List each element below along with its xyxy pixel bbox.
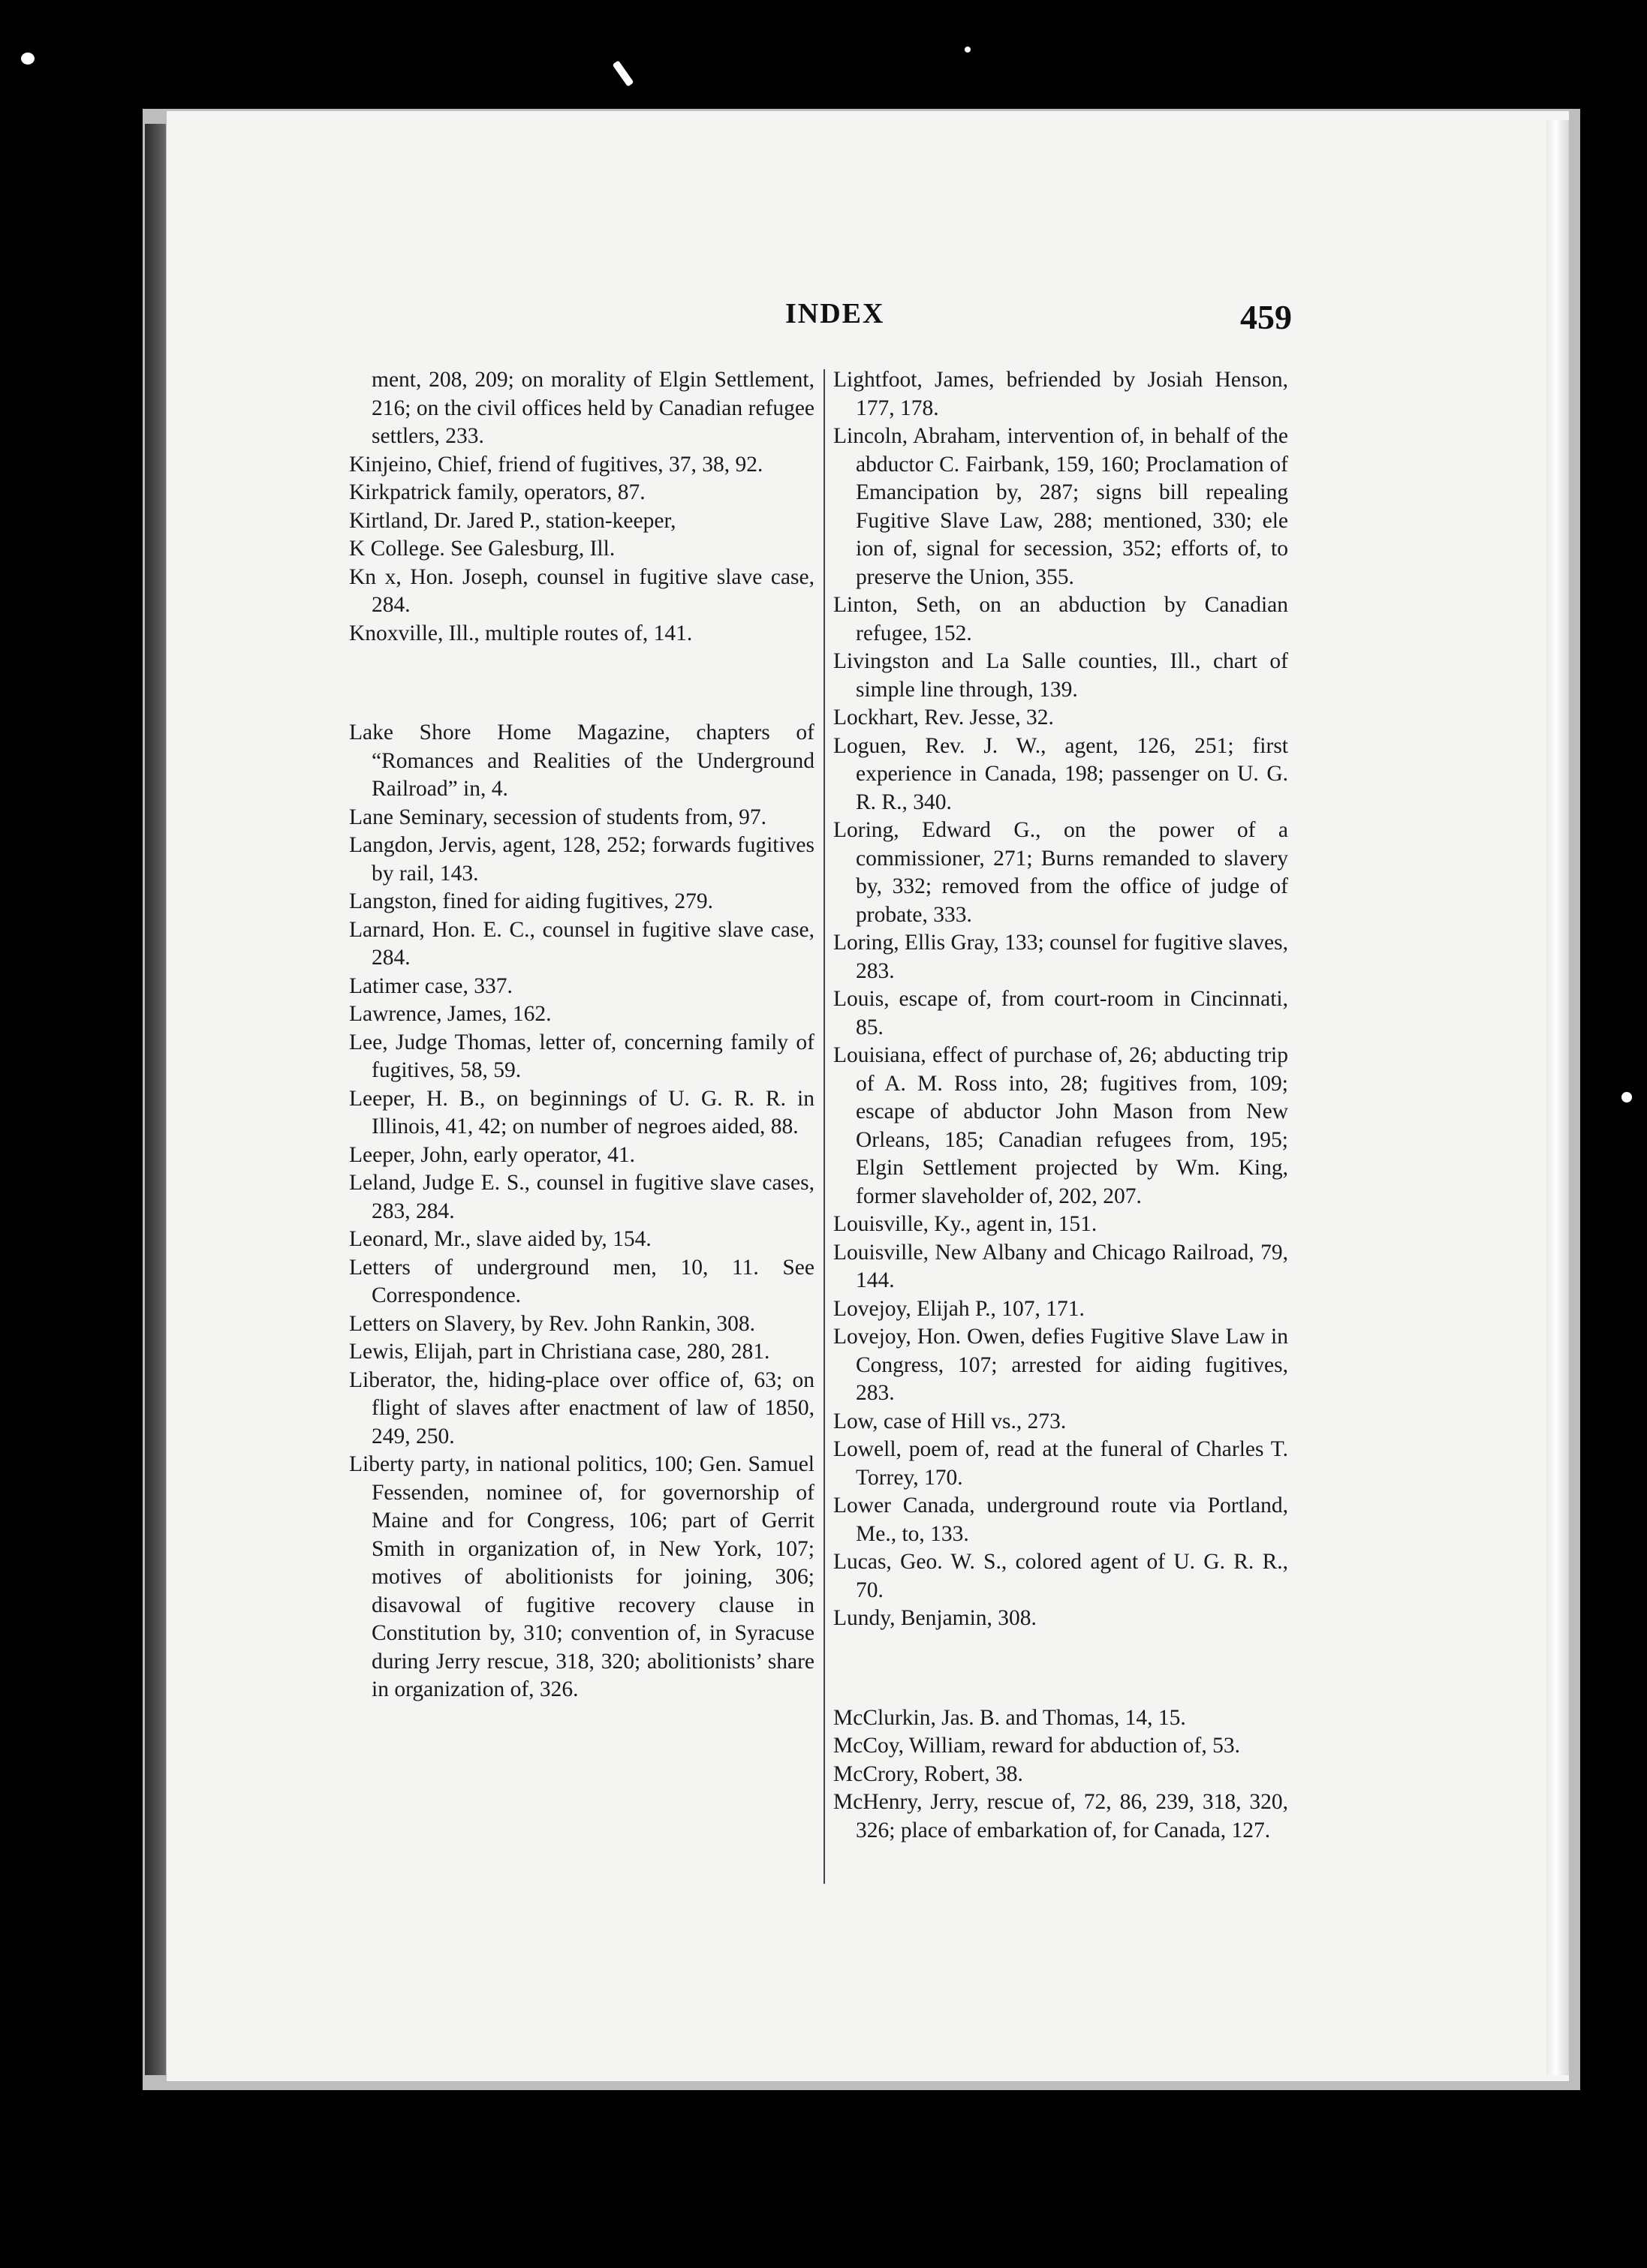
- index-entry: Linton, Seth, on an abduction by Canadian refugee, 152.: [833, 593, 1288, 645]
- index-entry: Kinjeino, Chief, friend of fugitives, 37, 38, 92.: [349, 452, 763, 477]
- index-entry: Lundy, Benjamin, 308.: [833, 1606, 1037, 1630]
- index-entry: Lincoln, Abraham, intervention of, in behalf of the abductor C. Fairbank, 159, 160; Proclamation of Emancipation by, 287; signs bill repealing Fugitive Slave Law, 288; mentioned, 330; ele ion of, signal for secession, 352; efforts of, to preserve the Union, 355.: [833, 424, 1288, 589]
- index-column-right: [833, 366, 1288, 1845]
- index-entry: Lucas, Geo. W. S., colored agent of U. G. R. R., 70.: [833, 1550, 1288, 1602]
- index-entry: Loring, Ellis Gray, 133; counsel for fugitive slaves, 283.: [833, 931, 1288, 983]
- index-entry: Lower Canada, underground route via Portland, Me., to, 133.: [833, 1493, 1288, 1546]
- index-entry: Lowell, poem of, read at the funeral of Charles T. Torrey, 170.: [833, 1437, 1288, 1490]
- column-divider: [824, 369, 825, 1884]
- index-entry: Livingston and La Salle counties, Ill., chart of simple line through, 139.: [833, 649, 1288, 702]
- index-entry: Low, case of Hill vs., 273.: [833, 1409, 1067, 1433]
- index-entry: Knoxville, Ill., multiple routes of, 141.: [349, 621, 693, 645]
- index-entry: McCoy, William, reward for abduction of, 53.: [833, 1734, 1240, 1758]
- index-entry: Loguen, Rev. J. W., agent, 126, 251; first experience in Canada, 198; passenger on U. G. R. R., 340.: [833, 733, 1288, 814]
- index-entry: Louisiana, effect of purchase of, 26; abducting trip of A. M. Ross into, 28; fugitives from, 109; escape of abductor John Mason from New Orleans, 185; Canadian refugees from, 195; Elgin Settlement projected by Wm. King, former slaveholder of, 202, 207.: [833, 1043, 1288, 1208]
- index-entry: Louis, escape of, from court-room in Cincinnati, 85.: [833, 987, 1288, 1039]
- index-entry: Lake Shore Home Magazine, chapters of “Romances and Realities of the Underground Railroad” in, 4.: [349, 720, 814, 801]
- index-entry: McClurkin, Jas. B. and Thomas, 14, 15.: [833, 1705, 1186, 1730]
- index-entry: Louisville, Ky., agent in, 151.: [833, 1212, 1097, 1236]
- index-entry: Lovejoy, Elijah P., 107, 171.: [833, 1296, 1085, 1321]
- page-edge: [1546, 120, 1569, 2075]
- letter-section-gap: [833, 1655, 1288, 1682]
- index-entry: Leonard, Mr., slave aided by, 154.: [349, 1227, 652, 1251]
- index-entry: Lovejoy, Hon. Owen, defies Fugitive Slave Law in Congress, 107; arrested for aiding fugitives, 283.: [833, 1325, 1288, 1405]
- index-entry: Larnard, Hon. E. C., counsel in fugitive slave case, 284.: [349, 917, 814, 970]
- index-entry: Loring, Edward G., on the power of a commissioner, 271; Burns remanded to slavery by, 332; removed from the office of judge of probate, 333.: [833, 818, 1288, 927]
- book-spine: [145, 124, 166, 2075]
- dust-speck: [21, 53, 35, 65]
- running-head-title: INDEX: [785, 298, 885, 329]
- index-entry: Lockhart, Rev. Jesse, 32.: [833, 705, 1054, 729]
- index-entry: Leland, Judge E. S., counsel in fugitive slave cases, 283, 284.: [349, 1171, 814, 1223]
- index-entry: Leeper, H. B., on beginnings of U. G. R. R. in Illinois, 41, 42; on number of negroes aided, 88.: [349, 1086, 814, 1139]
- index-entry: Letters on Slavery, by Rev. John Rankin, 308.: [349, 1311, 756, 1336]
- index-entry: Latimer case, 337.: [349, 973, 513, 998]
- dust-speck: [613, 60, 634, 86]
- dust-speck: [965, 47, 971, 53]
- index-entry: Liberty party, in national politics, 100; Gen. Samuel Fessenden, nominee of, for governorship of Maine and for Congress, 106; part of Gerrit Smith in organization of, in New York, 107; motives of abolitionists for joining, 306; disavowal of fugitive recovery clause in Constitution by, 310; convention of, in Syracuse during Jerry rescue, 318, 320; abolitionists’ share in organization of, 326.: [349, 1452, 814, 1701]
- index-entry: Lewis, Elijah, part in Christiana case, 280, 281.: [349, 1340, 770, 1364]
- index-entry: Langston, fined for aiding fugitives, 279.: [349, 889, 714, 913]
- index-entry: McHenry, Jerry, rescue of, 72, 86, 239, 318, 320, 326; place of embarkation of, for Canada, 127.: [833, 1790, 1288, 1842]
- index-entry: Lane Seminary, secession of students from, 97.: [349, 805, 767, 829]
- index-entry: Lightfoot, James, befriended by Josiah Henson, 177, 178.: [833, 368, 1288, 420]
- page-number: 459: [1240, 298, 1292, 336]
- dust-speck: [1621, 1092, 1632, 1102]
- index-entry: McCrory, Robert, 38.: [833, 1761, 1023, 1786]
- index-entry: Letters of underground men, 10, 11. See Correspondence.: [349, 1255, 814, 1307]
- index-entry: Lee, Judge Thomas, letter of, concerning family of fugitives, 58, 59.: [349, 1030, 814, 1082]
- index-entry: Leeper, John, early operator, 41.: [349, 1142, 635, 1167]
- index-entry: Kirkpatrick family, operators, 87.: [349, 480, 646, 504]
- index-entry: ment, 208, 209; on morality of Elgin Settlement, 216; on the civil offices held by Canadian refugee settlers, 233.: [372, 368, 814, 448]
- index-entry: Louisville, New Albany and Chicago Railroad, 79, 144.: [833, 1240, 1288, 1292]
- index-entry: Kirtland, Dr. Jared P., station-keeper,: [349, 508, 676, 533]
- index-entry: Liberator, the, hiding-place over office of, 63; on flight of slaves after enactment of law of 1850, 249, 250.: [349, 1367, 814, 1448]
- letter-section-gap: [349, 670, 814, 697]
- index-entry: Langdon, Jervis, agent, 128, 252; forwards fugitives by rail, 143.: [349, 833, 814, 886]
- index-entry: Lawrence, James, 162.: [349, 1002, 552, 1026]
- index-column-left: [349, 366, 814, 1704]
- index-entry: K College. See Galesburg, Ill.: [349, 537, 616, 561]
- index-entry: Kn x, Hon. Joseph, counsel in fugitive slave case, 284.: [349, 564, 814, 617]
